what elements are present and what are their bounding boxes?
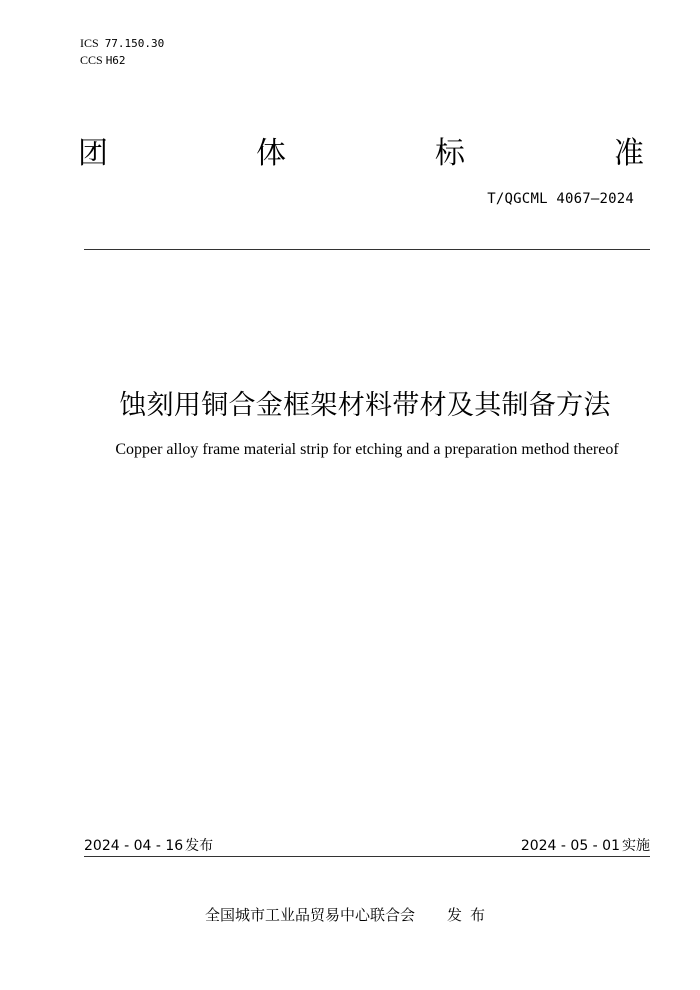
standard-type-char: 体 (256, 136, 286, 171)
standard-type-char: 准 (614, 136, 644, 171)
footer-divider (84, 856, 650, 857)
ccs-code: H62 (105, 54, 126, 67)
implement-date-group (521, 835, 650, 855)
ccs-classification (80, 53, 126, 68)
implement-label: 实施 (622, 838, 650, 854)
publish-label: 发布 (185, 838, 214, 854)
issuer-name: 全国城市工业品贸易中心联合会 (205, 906, 416, 924)
standard-type-char: 标 (435, 136, 465, 171)
publish-date-group (84, 835, 213, 855)
ccs-label: CCS (80, 53, 103, 67)
document-title-zh: 蚀刻用铜合金框架材料带材及其制备方法 (119, 390, 611, 421)
header-divider (84, 249, 650, 250)
ics-label: ICS (80, 36, 99, 50)
ics-code: 77.150.30 (104, 37, 165, 50)
issuer-line (205, 904, 493, 925)
ics-classification (80, 36, 164, 51)
implement-date: 2024 - 05 - 01 (520, 838, 620, 854)
standard-number: T/QGCML 4067—2024 (487, 191, 634, 207)
publish-date: 2024 - 04 - 16 (84, 838, 184, 854)
standard-type-char: 团 (78, 136, 108, 171)
issuer-action: 发布 (447, 906, 494, 924)
document-title-en: Copper alloy frame material strip for etching and a preparation method thereof (115, 441, 619, 458)
